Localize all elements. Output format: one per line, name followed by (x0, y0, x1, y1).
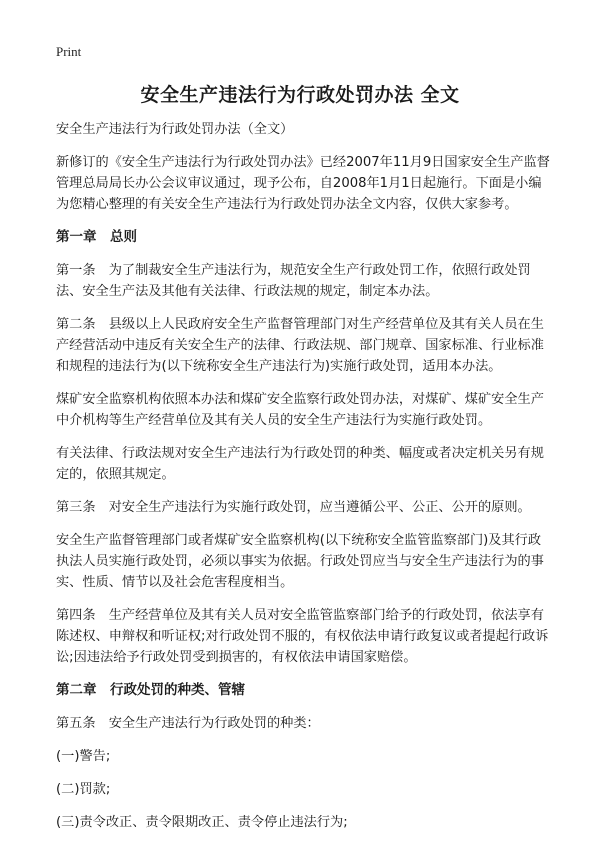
article-2-paragraph-2: 煤矿安全监察机构依照本办法和煤矿安全监察行政处罚办法，对煤矿、煤矿安全生产中介机构等生产经营单位及其有关人员的安全生产违法行为实施行政处罚。 (56, 392, 544, 428)
list-item-2: (二)罚款; (56, 782, 111, 797)
article-2-paragraph-3: 有关法律、行政法规对安全生产违法行为行政处罚的种类、幅度或者决定机关另有规定的，依照其规定。 (56, 446, 544, 482)
list-item-1: (一)警告; (56, 749, 111, 764)
list-item-3: (三)责令改正、责令限期改正、责令停止违法行为; (56, 815, 348, 830)
article-3-paragraph-2: 安全生产监督管理部门或者煤矿安全监察机构(以下统称安全监管监察部门)及其行政执法人员实施行政处罚，必须以事实为依据。行政处罚应当与安全生产违法行为的事实、性质、情节以及社会危害程度相当。 (56, 533, 544, 590)
article-5: 第五条 安全生产违法行为行政处罚的种类： (56, 716, 320, 731)
chapter-1-heading: 第一章 总则 (56, 229, 137, 245)
print-link[interactable]: Print (56, 44, 82, 59)
document-title: 安全生产违法行为行政处罚办法 全文 (140, 84, 460, 106)
document-subtitle: 安全生产违法行为行政处罚办法（全文） (56, 122, 294, 137)
article-4: 第四条 生产经营单位及其有关人员对安全监管监察部门给予的行政处罚，依法享有陈述权、申辩权和听证权;对行政处罚不服的，有权依法申请行政复议或者提起行政诉讼;因违法给予行政处罚受到损害的，有权依法申请国家赔偿。 (56, 608, 549, 665)
document-body (56, 119, 550, 845)
intro-paragraph: 新修订的《安全生产违法行为行政处罚办法》已经2007年11月9日国家安全生产监督管理总局局长办公会议审议通过，现予公布，自2008年1月1日起施行。下面是小编为您精心整理的有关安全生产违法行为行政处罚办法全文内容，仅供大家参考。 (56, 155, 550, 212)
article-2: 第二条 县级以上人民政府安全生产监督管理部门对生产经营单位及其有关人员在生产经营活动中违反有关安全生产的法律、行政法规、部门规章、国家标准、行业标准和规程的违法行为(以下统称安全生产违法行为)实施行政处罚，适用本办法。 (56, 317, 544, 374)
chapter-2-heading: 第二章 行政处罚的种类、管辖 (56, 682, 245, 698)
article-1: 第一条 为了制裁安全生产违法行为，规范安全生产行政处罚工作，依照行政处罚法、安全生产法及其他有关法律、行政法规的规定，制定本办法。 (56, 263, 531, 299)
article-3: 第三条 对安全生产违法行为实施行政处罚，应当遵循公平、公正、公开的原则。 (56, 500, 531, 515)
